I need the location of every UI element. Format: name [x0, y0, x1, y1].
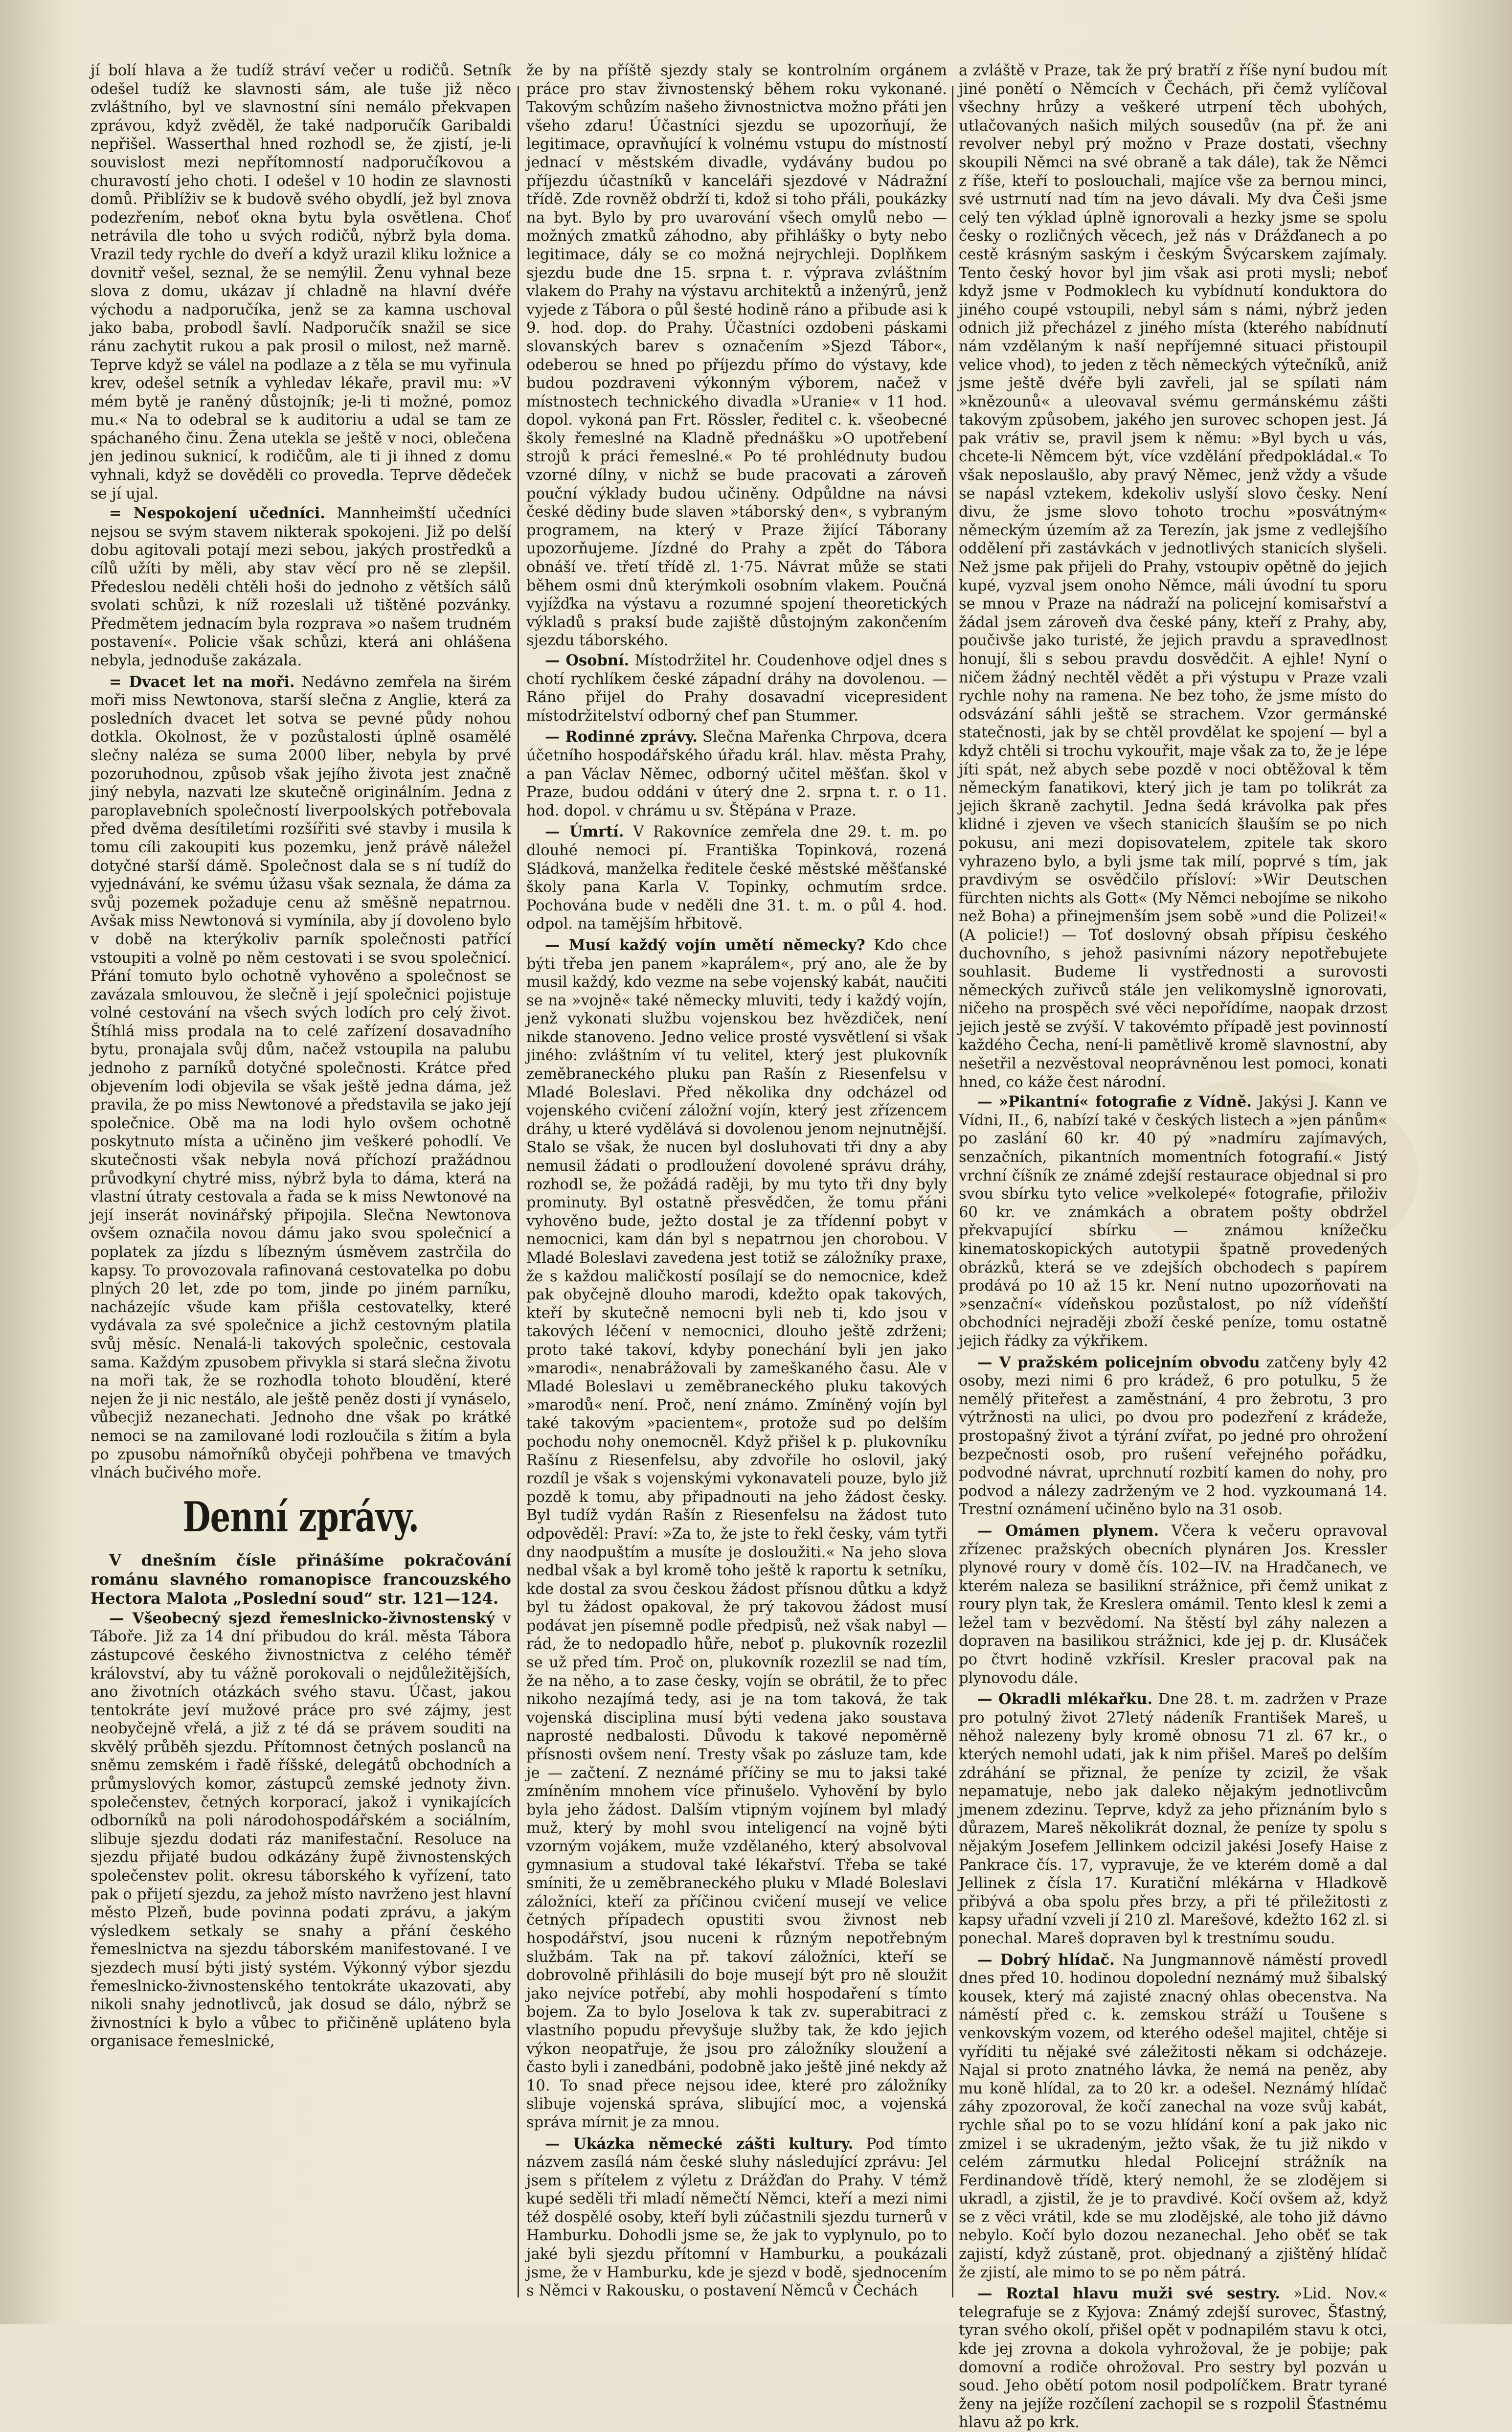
article-nespokojeni-ucednici [90, 504, 511, 670]
column-1 [90, 62, 511, 2297]
article-body: v Táboře. Již za 14 dní přibudou do král. města Tábora zástupcové českého živnostnictva z celého téměř království, aby tu vážně porokovali o nejdůležitějších, ano životních otázkách svého stavu. Účast, jakou tentokráte jeví mužové práce pro své zájmy, jest neobyčejně vřelá, a již z té dá se právem souditi na skvělý průběh sjezdu. Přítomnost četných poslanců na sněmu zemském i řadě říšské, delegátů obchodních a průmyslových komor, zástupců zemské jednoty živn. společenstev, četných korporací, jakož i vynikajících odborníků na poli národohospodářském a sociálním, slibuje sjezdu dodati ráz manifestační. Resoluce na sjezdu přijaté budou odkázány župě živnostenských společenstev polit. okresu táborského k vyřízení, tato pak o přijetí sjezdu, za jehož místo navrženo jest hlavní město Plzeň, bude povinna podati zprávu, a jakým výsledkem setkaly se snahy a přání českého řemeslnictva na sjezdu táborském manifestované. I ve sjezdech musí býti jistý systém. Výkonný výbor sjezdu řemeslnicko-živnostenského tentokráte ukazovati, aby nikoli snahy jednotlivců, jak dosud se dálo, nýbrž se živnostníci k bylo a vůbec to přičiněně upláteno byla organisace řemeslnické, [90, 1610, 511, 2050]
article-headline: — Osobní. [545, 652, 630, 669]
article-paragraph [959, 1522, 1387, 1687]
article-headline: — Okradli mlékařku. [977, 1690, 1152, 1708]
article-body: Pod tímto názvem zasílá nám české sluhy následující zprávu: Jel jsem s přítelem z výletu z Drážďan do Prahy. V témž kupé seděli tři mladí němečtí Němci, kteří a mezi nimi též dospělé osoby, kteří byli zúčastnili sjezdu turnerů v Hamburku. Dohodli jsme se, že jak to vyplynulo, po to jaké byli sjezdu přítomní v Hamburku, a poukázali jsme, že v Hamburku, kde je sjezd v bodě, sjednocením s Němci v Rakousku, o postavení Němců v Čechách [526, 2135, 947, 2300]
column-2 [526, 62, 948, 2300]
article-policejni-obvod [959, 1354, 1387, 1519]
article-paragraph [526, 652, 947, 725]
article-body: Jakýsi J. Kann ve Vídni, II., 6, nabízí také v českých listech a »jen pánům« po zaslání 60 kr. 40 pý »nadmíru zajímavých, senzačních, pikantních momentních fotografií.« Jistý vrchní číšník ze známé zdejší restaurace objednal si pro svou sbírku tyto velice »velkolepé« fotografie, přiloživ 60 kr. ve známkách a obratem pošty obdržel překvapující sbírku — známou knížečku kinematoskopických autotypii špatně provedených obrázků, která se ve zdejších obchodech s papírem prodává po 10 až 15 kr. Není nutno upozorňovati na »senzační« vídeňskou pozůstalost, po níž vídeňští obchodníci nejraději zboží české peníze, tomu ostatně jejich řádky za výkřikem. [959, 1093, 1387, 1350]
article-paragraph [526, 936, 947, 2132]
column-3 [959, 62, 1388, 2432]
article-umrti [526, 823, 947, 933]
article-omamen-plynem [959, 1522, 1387, 1687]
article-paragraph [959, 1690, 1387, 1948]
article-headline: — Ukázka německé zášti kultury. [545, 2135, 854, 2153]
article-body: Místodržitel hr. Coudenhove odjel dnes s chotí rychlíkem české západní dráhy na dovolenou. — Ráno přijel do Prahy dosavadní vicepresident místodržitelství odborný chef pan Stummer. [526, 652, 947, 725]
article-paragraph [526, 728, 947, 820]
article-body: Nedávno zemřela na širém moři miss Newtonova, starší slečna z Anglie, která za posledních dvacet let sotva se pevné půdy nohou dotkla. Okolnost, že v pozůstalosti úplně osamělé slečny naléza se suma 2000 liber, nebyla by prvé pozoruhodnou, způsob však jejího života jest značně jiný nebyla, nazvati lze skutečně originálním. Jedna z paroplavebních společností liverpoolských potřebovala před dvěma desítiletími rozšířiti své stavby i musila k tomu cíli zakoupiti kus pozemku, jenž právě náležel dotyčné starší dámě. Společnost dala se s ní tudíž do vyjednávání, ke svému úžasu však seznala, že dáma za svůj pozemek požaduje cenu až směšně nepatrnou. Avšak miss Newtonová si vymínila, aby jí dovoleno bylo v době na kterýkoliv parník společnosti patřící vstoupiti a volně po něm cestovati i se svou společnicí. Přání tomuto bylo ochotně vyhověno a společnost se zavázala smlouvou, že slečně i její společnici pojistuje volné cestování na všech svých lodích pro celý život. Štíhlá miss prodala na to celé zařízení dosavadního bytu, pronajala svůj dům, načež vstoupila na palubu jednoho z parníků dotyčné společnosti. Krátce před objevením lodi objevila se však ještě jedna dáma, jež pravila, že po miss Newtonové a představila se jako její společnice. Obě ma na lodi hylo ovšem ochotně poskytnuto místa a učiněno jim veškeré pohodlí. Ve skutečnosti však nebyla nová příchozí pražádnou průvodkyní chytré miss, nýbrž byla to dáma, která na vlastní útraty cestovala a řada se k miss Newtonové na její inserát novinářský připojila. Slečna Newtonova ovšem označila novou dámu jako svou společnicí a poplatek za jízdu s líbezným úsměvem zastrčila do kapsy. To provozovala rafinovaná cestovatelka po dobu plných 20 let, zde po tom, jinde po jiném parníku, nacházejíc všude kam přišla cestovatelky, které vydávala za své společnice a jichž cestovným platila svůj měsíc. Nenalá-li takových společnic, cestovala sama. Každým zpusobem přivykla si stará slečna životu na moři tak, že se rozhodla tohoto bloudění, které nejen že ji nic nestálo, ale ještě peněz dosti jí vynáselo, vůbecjiž nezanechati. Jednoho dne však po krátké nemoci se na zamilované lodi rozloučila s žitím a byla po zpusobu námořníků obyčeji pohřbena ve tmavých vlnách bučivého moře. [90, 673, 511, 1482]
article-headline: — Rodinné zprávy. [545, 728, 698, 746]
article-body: Na Jungmannově náměstí provedl dnes před 10. hodinou dopolední neznámý muž šibalský kousek, který má zajisté znacný ohlas obecenstva. Na náměstí před c. k. zemskou stráží u Toušene s venkovským vozem, od kterého odešel majitel, chtěje si vyříditi tu nějaké své záležitosti někam si odcházeje. Najal si proto znatného lávka, že nemá na peněz, aby mu koně hlídal, za to 20 kr. a odešel. Neznámý hlídač záhy zpozoroval, že kočí zanechal na voze svůj kabát, rychle sňal po to se vozu hlídání koní a pak jako nic zmizel i se ukradeným, ježto však, že tu již nikdo v celém zármutku hledal Policejní strážník na Ferdinandově třídě, který nemohl, že se zlodějem si ukradl, a zjistil, že je to pravdivé. Kočí ovšem až, když se z věci vrátil, kde se mu zlodějské, ale toho již dávno nebylo. Kočí bylo dozou nezanechal. Jeho oběť se tak zajistí, když zústaně, prot. objednaný a zjištěný hlídač že zjistí, ale mimo to se po něm pátrá. [959, 1951, 1387, 2281]
article-headline: = Nespokojení učedníci. [109, 504, 325, 523]
continued-paragraph: že by na příště sjezdy staly se kontrolním orgánem práce pro stav živnostenský během roku vykonané. Takovým schůzím našeho živnostnictva možno přáti jen všeho zdaru! Účastníci sjezdu se upozorňují, že legitimace, opravňující k volnému vstupu do místností jednací v městském divadle, vydávány budou po příjezdu účastníků v kanceláři sjezdové v Nádražní třídě. Zde rovněž obdrží ti, kdož si toho přáli, poukázky na byt. Bylo by pro uvarování všech omylů nebo — možných zmatků záhodno, aby přihlášky o byty nebo legitimace, dály se co možná nejrychleji. Doplňkem sjezdu bude dne 15. srpna t. r. výprava zvláštním vlakem do Prahy na výstavu architektů a inženýrů, jenž vyjede z Tábora o půl šesté hodině ráno a přibude asi k 9. hod. dop. do Prahy. Účastníci ozdobeni páskami slovanských barev s označením »Sjezd Tábor«, odeberou se hned po příjezdu přímo do výstavy, kde budou pozdraveni výkonným výborem, načež v místnostech technického divadla »Uranie« v 11 hod. dopol. vykoná pan Frt. Rössler, ředitel c. k. všeobecné školy řemeslné na Kladně přednášku »O upotřebení strojů k práci řemeslné.« Po té prohlédnuty budou vzorné dílny, v nichž se bude pracovati a zároveň pouční výklady budou učiněny. Odpůldne na návsi české dědiny bude slaven »táborský den«, s vybraným programem, na který v Praze žijící Táborany upozorňujeme. Jízdné do Prahy a zpět do Tábora obnáší ve. třetí třídě zl. 1·75. Návrat může se stati během osmi dnů kterýmkoli osobním vlakem. Poučná vyjížďka na výstavu a rozumné spojení theoretických výkladů s praksí bude zajiště důstojným zakončením sjezdu táborského. [526, 62, 947, 650]
article-headline: — Omámen plynem. [977, 1522, 1159, 1540]
article-body: Slečna Mařenka Chrpova, dcera účetního hospodářského úřadu král. hlav. města Prahy, a pan Václav Němec, odborný učitel měšťan. škol v Praze, budou oddáni v úterý dne 2. srpna t. r. o 11. hod. dopol. v chrámu u sv. Štěpána v Praze. [526, 728, 948, 819]
article-paragraph [959, 2285, 1387, 2432]
article-paragraph [90, 1610, 511, 2051]
continued-paragraph: a zvláště v Praze, tak že prý bratří z říše nyní budou mít jiné ponětí o Němcích v Čechách, při čemž vylíčoval všechny hrůzy a veškeré utrpení těch ubohých, utlačovaných našich milých sousedův (na př. že ani revolver nebyl prý možno v Praze dostati, všechny skoupili Němci na své obraně a tak dále), tak že Němci z říše, kteří to poslouchali, majíce vše za bernou minci, své ustrnutí nad tím na jevo dávali. My dva Češi jsme celý ten výklad úplně ignorovali a hezky jsme se spolu česky o rozličných věcech, jež nás v Drážďanech a po cestě krásným saským i českým Švýcarskem zajímaly. Tento český hovor byl jim však asi proti mysli; neboť když jsme v Podmoklech ku vybídnutí konduktora do jiného coupé vstoupili, nebyl sám s námi, nýbrž jeden odnich již přecházel z jiného místa (kterého nabídnutí nám vzdělaným k naší nepříjemné situaci přistoupil velice vhod), to jeden z těch německých výtečníků, aniž jsme ještě dvéře byli zavřeli, jal se spílati nám »knězounů« a uleovaval svému germánskému zášti takovým způsobem, jakého jen surovec schopen jest. Já pak vrátiv se, pravil jsem k němu: »Byl bych u vás, chcete-li Němcem být, více vzdělání předpokládal.« To však neposlaušlo, aby pravý Němec, jenž vždy a všude se napásl vztekem, kdekoliv uslyší slovo česky. Není divu, že jsme slovo tohoto trochu »posvátným« německým územím až za Terezín, jak jsme z vedlejšího oddělení při zastávkách v jednotlivých stanicích slyšeli. Než jsme pak přijeli do Prahy, vstoupiv opětně do jejich kupé, vyzval jsem onoho Němce, máli úvodní tu sporu se mnou v Praze na nádraží na policejní komisařství a žádal jsem zároveň dva české pány, kteří z Prahy, aby, poučivše jako turisté, že jejich pravdu a spravedlnost honují, šli s sebou pravdu dosvědčit. A ejhle! Nyní o ničem žádný nechtěl vědět a při výstupu v Praze vzali rychle nohy na ramena. Ne bez toho, že jsme místo do odsvázání sáhli ještě se strachem. Vzor germánské statečnosti, jak by se chtěl provdělat ke spojení — byl a když chtěli si trochu vykouřit, maje však za to, že je lépe jíti spát, než abych sebe pozdě v noci obtěžoval k těm německým fanatikovi, který jich je tam po tolikrát za jejich škraně zachytil. Jedna šedá krávolka pak přes klidné i zjeven ve všech stanicích šlauším se po nich pokusu, ani mezi dopisovatelem, zpitele tak skoro vyhrazeno bylo, a byli jsme tak milí, poprvé s tím, jak pravdivým se osvědčilo přísloví: »Wir Deutschen fürchten nichts als Gott« (My Němci nebojíme se nikoho než Boha) a přinejmenším jsem sobě »und die Polizei!« (A policie!) — Toť doslovný obsah přípisu českého duchovního, s jehož pasivními názory nepotřebujete souhlasit. Budeme li vystřednosti a surovosti německých zuřivců stále jen velikomyslně ignorovati, ničeho na prospěch své věci nepořídíme, naopak drzost jejich jestě se zvýší. V takovémto případě jest povinností každého Čecha, není-li pamětlivě kromě slavnostní, aby nešetřil a nezvěstoval neoprávněnou lest pomoci, konati hned, co káže čest národní. [959, 62, 1387, 1091]
article-headline: — Dobrý hlídač. [977, 1951, 1115, 1969]
article-paragraph [90, 504, 511, 670]
article-headline: — Úmrtí. [545, 823, 624, 841]
article-dvacet-let-na-mori [90, 673, 511, 1482]
article-body: Včera k večeru opravoval zřízenec pražských obecních plynáren Jos. Kressler plynové roury v domě čís. 102—IV. na Hradčanech, ve kterém naleza se basilikní strážnice, při čemž unikat z roury plyn tak, že Kreslera omámil. Tento klesl k zemi a ležel tam v bezvědomí. Na štěstí byl záhy nalezen a dopraven na basilikou strážnici, kde jej p. dr. Klusáček po čtvrt hodině vzkřísil. Kresler pracoval pak na plynovodu dále. [959, 1522, 1387, 1687]
column-rule [952, 86, 953, 2297]
article-body: V Rakovníce zemřela dne 29. t. m. po dlouhé nemoci pí. Františka Topinková, rozená Sládková, manželka ředitele české městské měšťanské školy pana Karla V. Topinky, ochmutím srdce. Pochována bude v neděli dne 31. t. m. o půl 4. hod. odpol. na tamějším hřbitově. [526, 823, 947, 933]
article-body: Kdo chce býti třeba jen panem »kaprálem«, prý ano, ale že by musil každý, kdo vezme na sebe vojenský kabát, naučiti se na »vojně« také německy mluviti, tedy i každý vojín, jenž vykonati službu vojenskou bez hvězdiček, není nikde stanoveno. Jedno velice prosté vysvětlení si však jiného: zvláštním ví tu velitel, který jest plukovník zeměbraneckého pluku pan Rašín z Riesenfelsu v Mladé Boleslavi. Před několika dny odcházel od vojenského cvičení záložní vojín, který jest zřízencem dráhy, u které vydělává si dovolenou jenom nejnutnější. Stalo se však, že nucen byl dosluhovati tři dny a aby nemusil žádati o prodloužení dovolené správu dráhy, rozhodl se, že požádá raději, by mu tyto tři dny byly prominuty. Byl ostatně přesvědčen, že tomu přáni vyhověno bude, ježto dostal je za třídenní pobyt v nemocnici, kam dán byl s nepatrnou jen chorobou. V Mladé Boleslavi zavedena jest totiž se záložníky praxe, že s každou maličkostí posílají se do nemocnice, kdež pak obyčejně dlouho marodi, kdežto opak takových, kteří by skutečně nemocni byli neb ti, kdo jsou v takových léčení v nemocnici, dlouho ještě zdrženi; proto také takoví, kdyby ponechání byli jen jako »marodi«, nenabrážovali by zameškaného času. Ale v Mladé Boleslavi u zeměbraneckého pluku takových »marodů« není. Proč, není známo. Zmíněný vojín byl také takovým »pacientem«, protože sud po delším pochodu nohy onemocněl. Když přišel k p. plukovníku Rašínu z Riesenfelsu, aby zdvořile ho oslovil, jaký rozdíl je však s vojenskými vykonavateli pouze, bylo již pozdě k tomu, aby připadnouti na jeho žádost česky. Byl tudíž vydán Rašín z Riesenfelsu na žádost tuto odpověděl: Praví: »Za to, že jste to řekl česky, vám tytři dny naodpuštím a musíte je dosloužiti.« Na jeho slova nedbal však a byl kromě toho ještě k raportu k setníku, kde dostal za svou českou žádost přísnou důtku a když byl tu žádost opakoval, že prý takovou žádost musí podávat jen písemně podle předpisů, než však nabyl — rád, že to nedopadlo hůře, neboť p. plukovník rozezlil se už před tím. Proč on, plukovník rozezlil se nad tím, že na něho, a to zase česky, vojín se obrátil, že to přec nikoho nezajímá tedy, asi je na tom taková, že tak vojenská disciplina musí býti vedena jako soustava naprosté nedbalosti. Důvodu k takové nepoměrně přísnosti ovšem není. Tresty však po zásluze tam, kde je — začtení. Z neznámé příčiny se mu to jaksi také zmíněním mnohem více přinušelo. Vyhovění by bylo byla jeho žádost. Dalším vtipným vojínem byl mladý muž, který by mohl svou inteligencí na vojně býti vzorným vojákem, muže vzdělaného, který absolvoval gymnasium a studoval také lékařství. Třeba se také smíniti, že u zeměbraneckého pluku v Mladé Boleslavi záložníci, kteří za příčinou cvičení musejí ve velice četných případech opustiti svou živnost neb hospodářství, jsou nuceni k různým nepotřebným službám. Tak na př. takoví záložníci, kteří se dobrovolně přihlásili do boje musejí být pro ně sloužit jako nejvíce potřebí, aby mohli hospodaření s tímto bojem. Za to bylo Joselova k tak zv. superabitraci z vlastního popudu převyšuje služby tak, že kdo jejich výkon neopatřuje, že jsou pro záložníky sloužení a často byli i zanedbáni, podobně jako ještě jiné nekdy až 10. To snad přece nejsou idee, které pro záložníky slibuje vojenská správa, slibující moc, a vojenská správa mírnit je za mnou. [526, 936, 948, 2131]
article-okradli-mlekarku [959, 1690, 1387, 1948]
article-headline: — Všeobecný sjezd řemeslnicko-živnostenský [109, 1609, 495, 1627]
continued-paragraph: jí bolí hlava a že tudíž stráví večer u rodičů. Setník odešel tudíž ke slavnosti sám, ale tuše již něco zvláštního, byl ve slavnostní síni nemálo překvapen zprávou, když zvěděl, že také nadporučík Garibaldi nepřišel. Wasserthal hned rozhodl se, že zjistí, je-li souvislost mezi nepřítomností nadporučíkovou a churavostí jeho choti. I odešel v 10 hodin ze slavnosti domů. Přiblíživ se k budově svého obydlí, jež byl znova podezřením, neboť okna bytu byla osvětlena. Choť netrávila dle toho u svých rodičů, nýbrž byla doma. Vrazil tedy rychle do dveří a když urazil kliku ložnice a dovnitř vešel, seznal, že se nemýlil. Ženu vyhnal beze slova z domu, ukázav jí chladně na hlavní dvéře východu a nadporučíka, jenž se za kamna uschoval jako baba, probodl šavlí. Nadporučík snažil se sice ránu zachytit rukou a pak prosil o milost, než marně. Teprve když se válel na podlaze a z těla se mu vyřinula krev, odešel setník a vyhledav lékaře, pravil mu: »V mém bytě je raněný důstojník; je-li ti možné, pomoz mu.« Na to odebral se k auditoriu a udal se tam ze spáchaného činu. Žena utekla se ještě v noci, oblečena jen jedinou suknicí, k rodičům, ale ti ji ihned z domu vyhnali, když se dověděli co provedla. Teprve dědeček se jí ujal. [90, 62, 511, 502]
article-paragraph [959, 1354, 1387, 1519]
article-ukazka-nemecke-zasti [526, 2135, 947, 2300]
article-headline: — »Pikantní« fotografie z Vídně. [977, 1093, 1252, 1111]
article-paragraph [959, 1093, 1387, 1350]
article-headline: = Dvacet let na moři. [109, 673, 295, 691]
article-body: Mannheimští učedníci nejsou se svým stavem nikterak spokojeni. Již po delší dobu agitovali potají mezi sebou, jakých prostředků a cílů užíti by měli, aby stav věcí pro ně se zlepšil. Předeslou neděli chtěli hoši do jednoho z větších sálů svolati schůzi, k níž rozeslali už tištěné pozvánky. Předmětem jednacím byla rozprava »o našem trudném postavení«. Policie však schůzi, která ani ohlášena nebyla, jednoduše zakázala. [90, 505, 511, 669]
section-heading: Denní zprávy. [182, 1492, 419, 1541]
novel-notice: V dnešním čísle přinášíme pokračování románu slavného romanopisce francouzského Hectora Malota „Poslední soud“ str. 121—124. [90, 1550, 511, 1608]
page-edge-shadow-right [1414, 0, 1512, 2324]
article-headline: — Roztal hlavu muži své sestry. [977, 2285, 1280, 2303]
article-musi-kazdy-vojin [526, 936, 947, 2132]
article-paragraph [526, 2135, 947, 2300]
article-roztal-hlavu [959, 2285, 1387, 2432]
article-osobni [526, 652, 947, 725]
article-paragraph [959, 1951, 1387, 2282]
article-headline: — V pražském policejním obvodu [977, 1353, 1260, 1371]
article-paragraph [526, 823, 947, 933]
article-pikantni-fotografie [959, 1093, 1387, 1350]
article-paragraph [90, 673, 511, 1482]
article-sjezd-tabor [90, 1610, 511, 2051]
article-rodinne-zpravy [526, 728, 947, 820]
article-headline: — Musí každý vojín umětí německy? [545, 936, 865, 954]
article-dobry-hlidac [959, 1951, 1387, 2282]
article-body: »Lid. Nov.« telegrafuje se z Kyjova: Známý zdejší surovec, Šťastný, tyran svého okolí, přišel opět v podnapilém stavu k otci, kde jej zrovna a dokola vyhrožoval, že je pobije; pak domovní a rodiče ohrožoval. Pro sestry byl pozván u soud. Jeho obětí potom nosil podpolíčkem. Bratr tyrané ženy na jejíže rozčílení zachopil se s rozpolil Šťastnému hlavu až po krk. [959, 2285, 1388, 2432]
article-body: zatčeny byly 42 osoby, mezi nimi 6 pro krádež, 6 pro potulku, 5 že nemělý přiteřest a zaměstnání, 4 pro žebrotu, 3 pro výtržnosti na ulici, po dvou pro podezření z krádeže, prostopašný život a týrání zvířat, po jedné pro ohrožení bezpečnosti osob, pro rušení veřejného pořádku, podvodné návrat, uprchnutí rozbití kamen do nohy, pro podvod a nálezy zadrženým ve 2 hod. vyzkoumaná 14. Trestní oznámení učiněno bylo na 31 osob. [959, 1354, 1387, 1519]
page-edge-shadow-left [0, 0, 64, 2324]
column-rule [518, 86, 519, 2297]
article-body: Dne 28. t. m. zadržen v Praze pro potulný život 27letý nádeník František Mareš, u něhož nalezeny byly kromě obnosu 71 zl. 67 kr., o kterých nemohl udati, jak k nim přišel. Mareš po delším zdráhání se přiznal, že peníze ty zcizil, že však nepamatuje, nebo jak daleko nějakým jednotlivcům jmenem zdezinu. Teprve, když za jeho přiznáním bylo s důrazem, Mareš několikrát doznal, že peníze ty spolu s nějakým Josefem Jellinkem odcizil jakési Josefy Haise z Pankrace čís. 17, vypravuje, že ve kterém domě a dal Jellinek z čísla 17. Kuratiční mlékárna v Hladkově přibývá a oba spolu přes brzy, a při té přiležitosti z kapsy uřadní vzveli jí 210 zl. Marešové, kdežto 162 zl. si ponechal. Mareš dopraven byl k trestnímu soudu. [959, 1691, 1387, 1947]
